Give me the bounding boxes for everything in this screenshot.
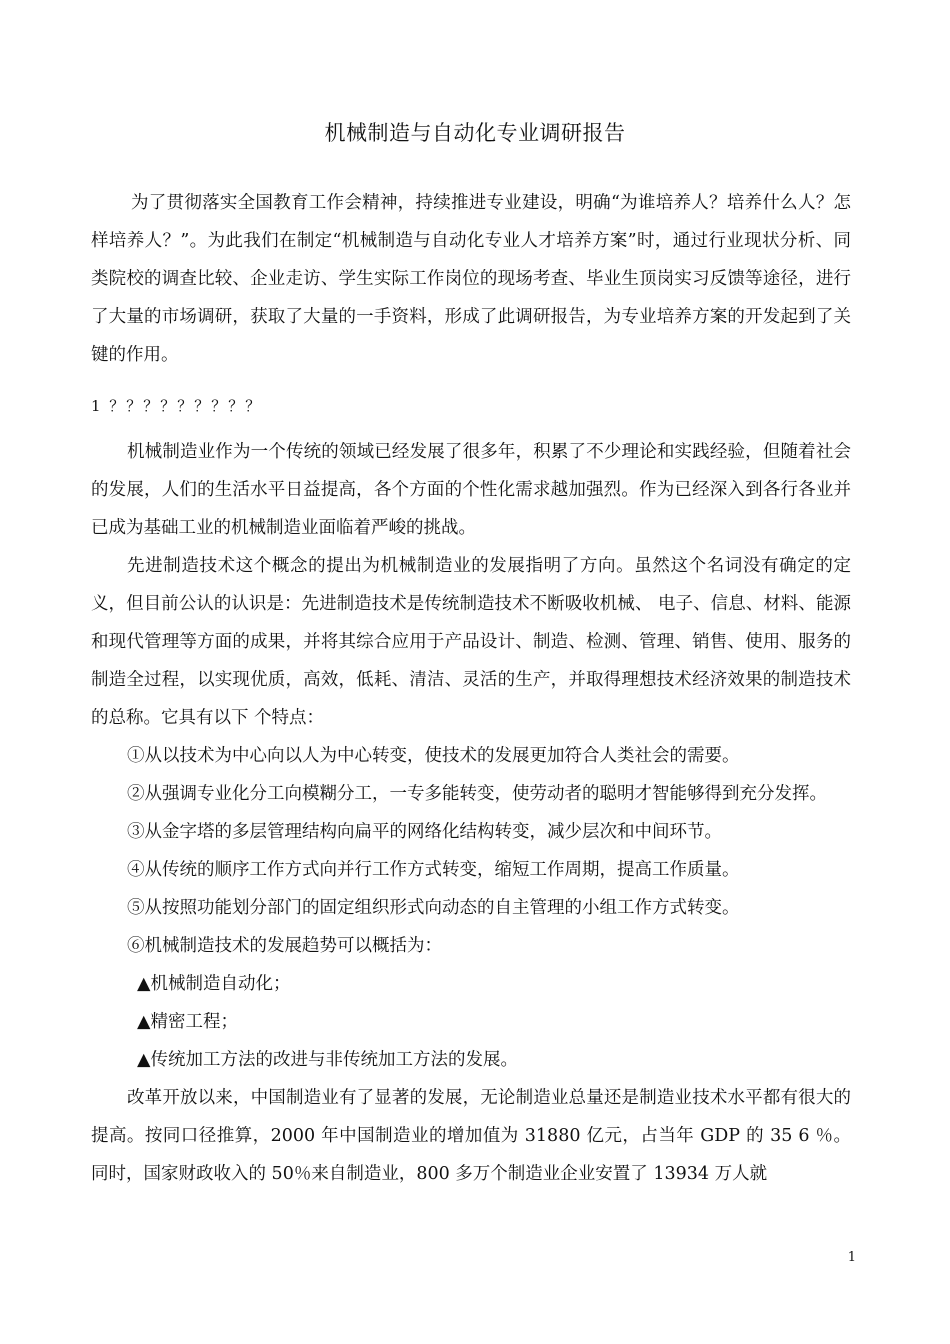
- list-item-3: ③从金字塔的多层管理结构向扁平的网络化结构转变，减少层次和中间环节。: [127, 822, 722, 842]
- body-content: [91, 433, 851, 1193]
- page-number: 1: [847, 1250, 856, 1265]
- list-item-5: ⑤从按照功能划分部门的固定组织形式向动态的自主管理的小组工作方式转变。: [127, 898, 740, 918]
- list-item-4: ④从传统的顺序工作方式向并行工作方式转变，缩短工作周期，提高工作质量。: [127, 860, 740, 880]
- paragraph-industry-background: 机械制造业作为一个传统的领域已经发展了很多年，积累了不少理论和实践经验，但随着社会的发展，人们的生活水平日益提高，各个方面的个性化需求越加强烈。作为已经深入到各行各业并已成为基础工业的机械制造业面临着严峻的挑战。: [91, 442, 851, 538]
- list-item-2: ②从强调专业化分工向模糊分工，一专多能转变，使劳动者的聪明才智能够得到充分发挥。: [127, 784, 827, 804]
- list-item-6: ⑥机械制造技术的发展趋势可以概括为：: [127, 936, 442, 956]
- paragraph-reform-statistics: 改革开放以来，中国制造业有了显著的发展，无论制造业总量还是制造业技术水平都有很大的提高。按同口径推算，2000 年中国制造业的增加值为 31880 亿元，占当年 GDP 的 35 6 ％。同时，国家财政收入的 50％来自制造业，800 多万个制造业企业安置了 13934 万人就: [91, 1088, 851, 1184]
- intro-paragraph: 为了贯彻落实全国教育工作会精神，持续推进专业建设，明确“为谁培养人？培养什么人？怎样培养人？”。为此我们在制定“机械制造与自动化专业人才培养方案”时，通过行业现状分析、同类院校的调查比较、企业走访、学生实际工作岗位的现场考查、毕业生顶岗实习反馈等途径，进行了大量的市场调研，获取了大量的一手资料，形成了此调研报告，为专业培养方案的开发起到了关键的作用。: [91, 193, 851, 365]
- section-heading: 1 ？？？？？？？？？: [91, 397, 263, 415]
- bullet-item-2: ▲精密工程；: [137, 1012, 238, 1032]
- bullet-item-1: ▲机械制造自动化；: [137, 974, 291, 994]
- bullet-item-3: ▲传统加工方法的改进与非传统加工方法的发展。: [137, 1050, 518, 1070]
- list-item-1: ①从以技术为中心向以人为中心转变，使技术的发展更加符合人类社会的需要。: [127, 746, 740, 766]
- paragraph-advanced-manufacturing: 先进制造技术这个概念的提出为机械制造业的发展指明了方向。虽然这个名词没有确定的定义，但目前公认的认识是：先进制造技术是传统制造技术不断吸收机械、 电子、信息、材料、能源和现代管理等方面的成果，并将其综合应用于产品设计、制造、检测、管理、销售、使用、服务的制造全过程，以实现优质，高效，低耗、清洁、灵活的生产，并取得理想技术经济效果的制造技术的总称。它具有以下 个特点：: [91, 556, 851, 728]
- document-title: 机械制造与自动化专业调研报告: [324, 121, 626, 145]
